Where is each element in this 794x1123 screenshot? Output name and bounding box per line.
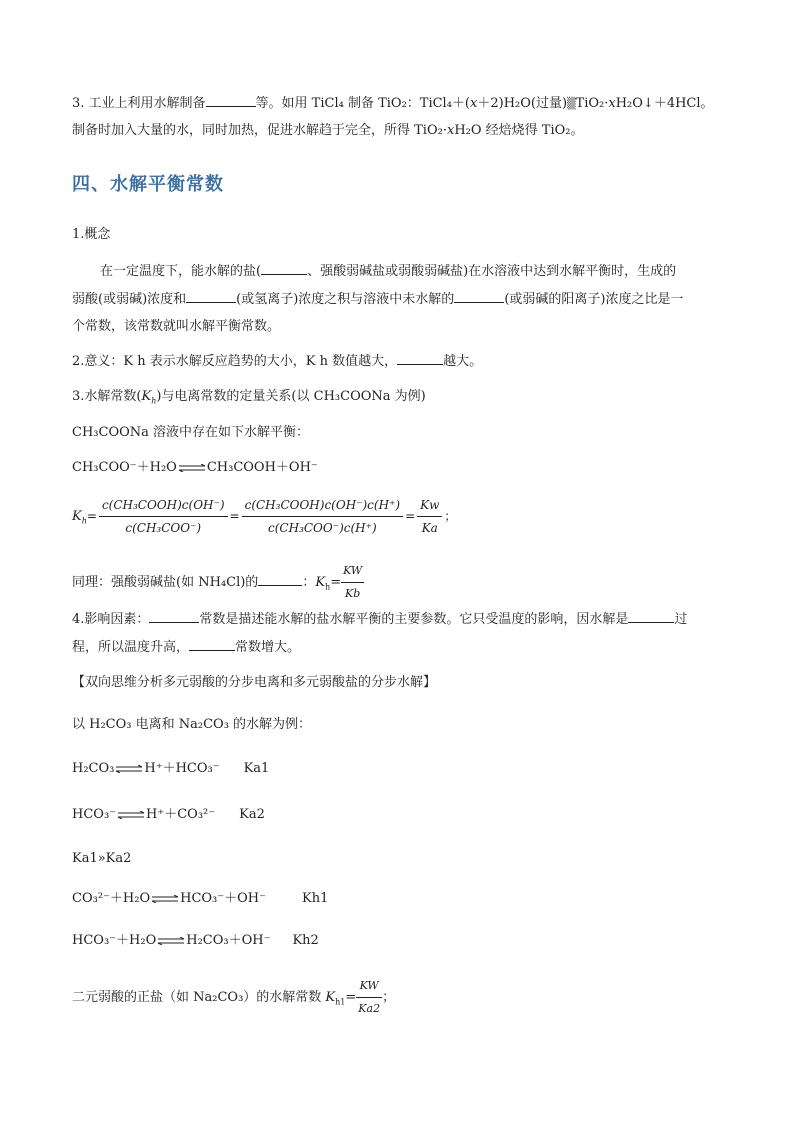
hydrolysis-eq-2 <box>72 932 319 950</box>
meaning-line <box>72 352 482 371</box>
item3-line2-b: H₂O 经焙烧得 TiO₂。 <box>454 123 584 138</box>
fraction-3 <box>417 495 442 538</box>
last-k: K <box>325 990 336 1005</box>
analog-den: Kb <box>345 587 361 600</box>
ion-eq2-k: Ka2 <box>239 807 265 822</box>
blank-degree[interactable] <box>397 352 443 365</box>
concept-p1-a: 在一定温度下，能水解的盐( <box>100 264 262 279</box>
eq-sign-3: = <box>405 509 416 523</box>
ion-eq2-right: H⁺＋CO₃²⁻ <box>146 807 216 822</box>
var-x2: x <box>608 96 616 111</box>
concept-p2 <box>72 290 683 309</box>
equilibrium-equation <box>72 459 318 477</box>
concept-p1 <box>100 262 676 281</box>
kh-formula <box>72 495 456 538</box>
relation-ksub: h <box>151 396 157 406</box>
fraction-3-den: Ka <box>421 521 438 535</box>
var-x: x <box>470 96 478 111</box>
item3-text-d: TiO₂· <box>575 96 609 111</box>
garbled-arrow-glyph: ▒ <box>567 97 576 110</box>
analog-num: KW <box>341 560 364 583</box>
item3-text-c: ＋2)H₂O(过量) <box>477 96 568 111</box>
item3-line2-a: 制备时加入大量的水，同时加热，促进水解趋于完全，所得 TiO₂· <box>72 123 447 138</box>
blank-factor-1[interactable] <box>149 610 199 623</box>
concept-heading: 1.概念 <box>72 227 111 242</box>
last-a: 二元弱酸的正盐（如 Na₂CO₃）的水解常数 <box>72 990 326 1005</box>
fraction-2 <box>242 495 403 538</box>
factors-line1 <box>72 610 687 629</box>
example-intro: 以 H₂CO₃ 电离和 Na₂CO₃ 的水解为例： <box>72 717 312 732</box>
factors-2a: 程，所以温度升高， <box>72 640 190 655</box>
blank-anion[interactable] <box>454 290 504 303</box>
concept-p2-b: (或氢离子)浓度之积与溶液中未水解的 <box>236 292 455 307</box>
meaning-a: 2.意义：K h 表示水解反应趋势的大小，K h 数值越大， <box>72 354 398 369</box>
ion-eq1-left: H₂CO₃ <box>72 761 115 776</box>
blank-ion[interactable] <box>186 290 236 303</box>
eq-sign-1: = <box>86 509 97 523</box>
blank-factor-2[interactable] <box>628 610 674 623</box>
blank-factor-3[interactable] <box>189 638 235 651</box>
ion-eq2-left: HCO₃⁻ <box>72 807 117 822</box>
blank-analog[interactable] <box>258 573 302 586</box>
hyd-eq2-right: H₂CO₃＋OH⁻ <box>186 933 271 948</box>
kh-label: K <box>72 509 82 524</box>
last-den: Ka2 <box>358 1002 381 1015</box>
semicolon: ； <box>444 509 457 523</box>
hyd-eq1-k: Kh1 <box>301 891 329 906</box>
fraction-3-num: Kw <box>417 495 442 517</box>
relation-heading-b: )与电离常数的定量关系(以 CH₃COONa 为例) <box>156 389 426 404</box>
analog-ksub: h <box>325 582 331 592</box>
hyd-eq2-left: HCO₃⁻＋H₂O <box>72 933 157 948</box>
relation-intro: CH₃COONa 溶液中存在如下水解平衡： <box>72 425 310 440</box>
var-x3: x <box>446 123 455 138</box>
ion-eq1-right: H⁺＋HCO₃⁻ <box>144 761 220 776</box>
ion-eq1-k: Ka1 <box>243 761 270 776</box>
last-eq: = <box>345 990 357 1005</box>
item3-line2 <box>72 122 583 140</box>
equilibrium-arrow-icon <box>150 895 180 903</box>
eq-left: CH₃COO⁻＋H₂O <box>72 460 177 475</box>
eq-right: CH₃COOH＋OH⁻ <box>206 460 318 475</box>
item3-text-b: 等。如用 TiCl₄ 制备 TiO₂：TiCl₄＋( <box>255 96 471 111</box>
analog-k: K <box>315 575 326 590</box>
hyd-eq1-left: CO₃²⁻＋H₂O <box>72 891 151 906</box>
equilibrium-arrow-icon <box>177 464 207 472</box>
fraction-2-num: c(CH₃COOH)c(OH⁻)c(H⁺) <box>242 495 403 517</box>
blank-salt-type[interactable] <box>261 262 307 275</box>
relation-k: K <box>141 389 152 404</box>
analog-eq: = <box>330 575 342 590</box>
last-line <box>72 975 395 1020</box>
factors-2b: 常数增大。 <box>235 640 301 655</box>
factors-c: 过 <box>674 612 688 627</box>
fraction-1 <box>99 495 228 538</box>
factors-b: 常数是描述能水解的盐水解平衡的主要参数。它只受温度的影响，因水解是 <box>199 612 629 627</box>
relation-heading <box>72 388 426 411</box>
hyd-eq1-right: HCO₃⁻＋OH⁻ <box>180 891 266 906</box>
last-end: ； <box>382 990 396 1005</box>
relation-heading-a: 3.水解常数( <box>72 389 142 404</box>
equilibrium-arrow-icon <box>156 937 186 945</box>
fraction-1-den: c(CH₃COO⁻) <box>125 521 202 535</box>
ionization-eq-2 <box>72 806 265 824</box>
meaning-b: 越大。 <box>443 354 483 369</box>
kh-sub: h <box>81 516 87 526</box>
concept-p2-a: 弱酸(或弱碱)浓度和 <box>72 292 187 307</box>
concept-p3: 个常数，该常数就叫水解平衡常数。 <box>72 319 281 334</box>
concept-p2-c: (或弱碱的阳离子)浓度之比是一 <box>504 292 684 307</box>
fraction-1-num: c(CH₃COOH)c(OH⁻) <box>99 495 228 517</box>
hyd-eq2-k: Kh2 <box>292 933 319 948</box>
analog-fraction <box>341 560 364 605</box>
equilibrium-arrow-icon <box>116 811 146 819</box>
analog-line <box>72 560 364 605</box>
item3-text-e: H₂O↓＋4HCl。 <box>615 96 714 111</box>
fraction-2-den: c(CH₃COO⁻)c(H⁺) <box>268 521 377 535</box>
item3-line1 <box>72 94 714 113</box>
item3-text-a: 3. 工业上利用水解制备 <box>72 96 206 111</box>
hydrolysis-eq-1 <box>72 890 328 908</box>
last-ksub: h1 <box>335 997 346 1007</box>
analog-a: 同理：强酸弱碱盐(如 NH₄Cl)的 <box>72 575 259 590</box>
concept-p1-b: 、强酸弱碱盐或弱酸弱碱盐)在水溶液中达到水解平衡时，生成的 <box>307 264 677 279</box>
bracket-title: 【双向思维分析多元弱酸的分步电离和多元弱酸盐的分步水解】 <box>72 675 437 690</box>
analog-b: ： <box>302 575 316 590</box>
section-title: 四、水解平衡常数 <box>72 174 224 195</box>
last-fraction <box>356 975 382 1020</box>
factors-line2 <box>72 638 300 657</box>
blank-hydrolysis-product[interactable] <box>206 94 256 107</box>
factors-a: 4.影响因素： <box>72 612 150 627</box>
equilibrium-arrow-icon <box>114 765 144 773</box>
last-num: KW <box>356 975 382 998</box>
ka-compare: Ka1»Ka2 <box>72 851 132 866</box>
eq-sign-2: = <box>229 509 240 523</box>
ionization-eq-1 <box>72 760 269 778</box>
